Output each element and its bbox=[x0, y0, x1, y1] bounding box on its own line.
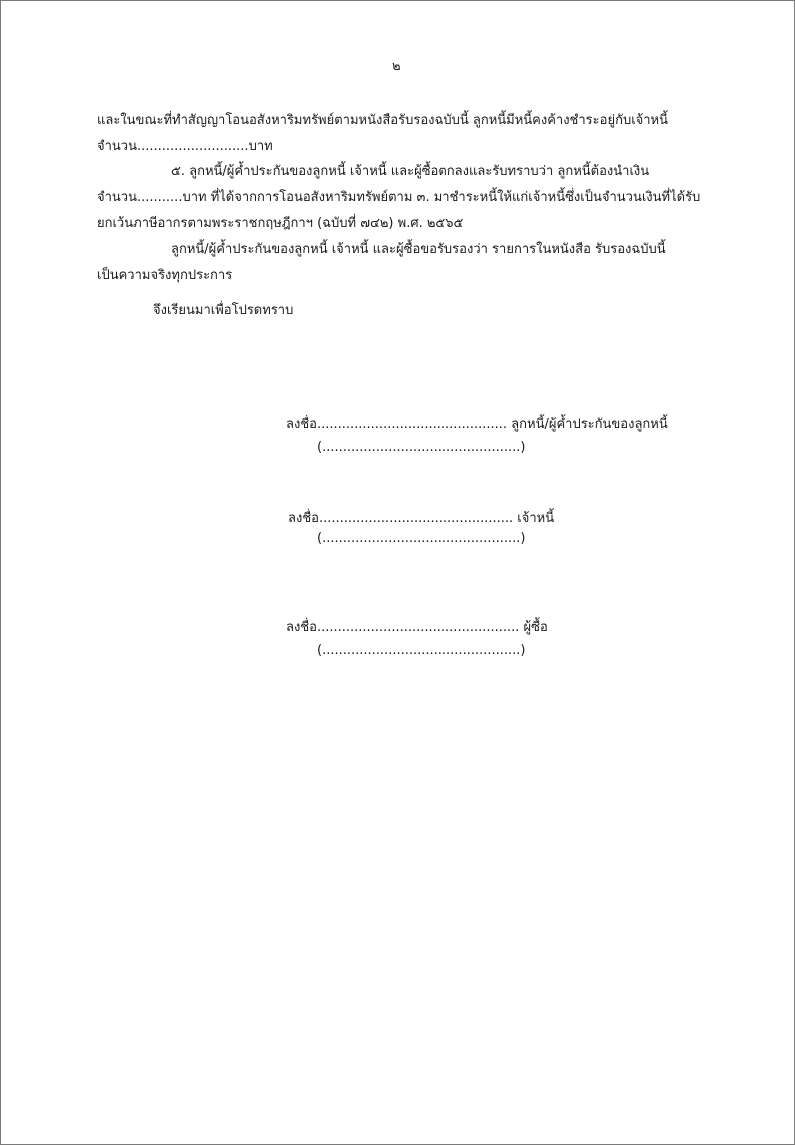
signature-buyer-sign-line: ลงชื่อ................................................. ผู้ซื้อ bbox=[286, 620, 548, 635]
signature-debtor-name-line: (................................................) bbox=[317, 440, 526, 455]
paragraph-1-line-1 bbox=[97, 112, 700, 130]
paragraph-1-line-2: จำนวน...........................บาท bbox=[97, 139, 273, 154]
closing-line: จึงเรียนมาเพื่อโปรดทราบ bbox=[153, 303, 294, 318]
signature-buyer-name-line: (................................................) bbox=[317, 643, 526, 658]
paragraph-2-line-2: จำนวน...........บาท ที่ได้จากการโอนอสังหาริมทรัพย์ตาม ๓. มาชำระหนี้ให้แก่เจ้าหนี้ซึ่งเป็นจำนวนเงินที่ได้รับ bbox=[97, 190, 701, 205]
signature-creditor-sign-line: ลงชื่อ............................................... เจ้าหนี้ bbox=[288, 511, 555, 526]
paragraph-2-line-1: ๕. ลูกหนี้/ผู้ค้ำประกันของลูกหนี้ เจ้าหนี้ และผู้ซื้อตกลงและรับทราบว่า ลูกหนี้ต้องนำเงิน bbox=[171, 164, 650, 179]
paragraph-1-line-1-text: และในขณะที่ทำสัญญาโอนอสังหาริมทรัพย์ตามหนังสือรับรองฉบับนี้ ลูกหนี้มีหนี้คงค้างชำระอยู่กับเจ้าหนี้ bbox=[97, 113, 669, 128]
page-number: ๒ bbox=[392, 59, 401, 74]
paragraph-2-line-3: ยกเว้นภาษีอากรตามพระราชกฤษฎีกาฯ (ฉบับที่ ๗๔๒) พ.ศ. ๒๕๖๕ bbox=[97, 216, 464, 231]
signature-debtor-sign-line: ลงชื่อ.............................................. ลูกหนี้/ผู้ค้ำประกันของลูกหนี้ bbox=[286, 417, 668, 432]
paragraph-3-line-2: เป็นความจริงทุกประการ bbox=[97, 268, 233, 283]
signature-creditor-name-line: (................................................) bbox=[317, 531, 526, 546]
paragraph-3-line-1: ลูกหนี้/ผู้ค้ำประกันของลูกหนี้ เจ้าหนี้ และผู้ซื้อขอรับรองว่า รายการในหนังสือ รับรองฉบับนี้ bbox=[171, 242, 666, 257]
